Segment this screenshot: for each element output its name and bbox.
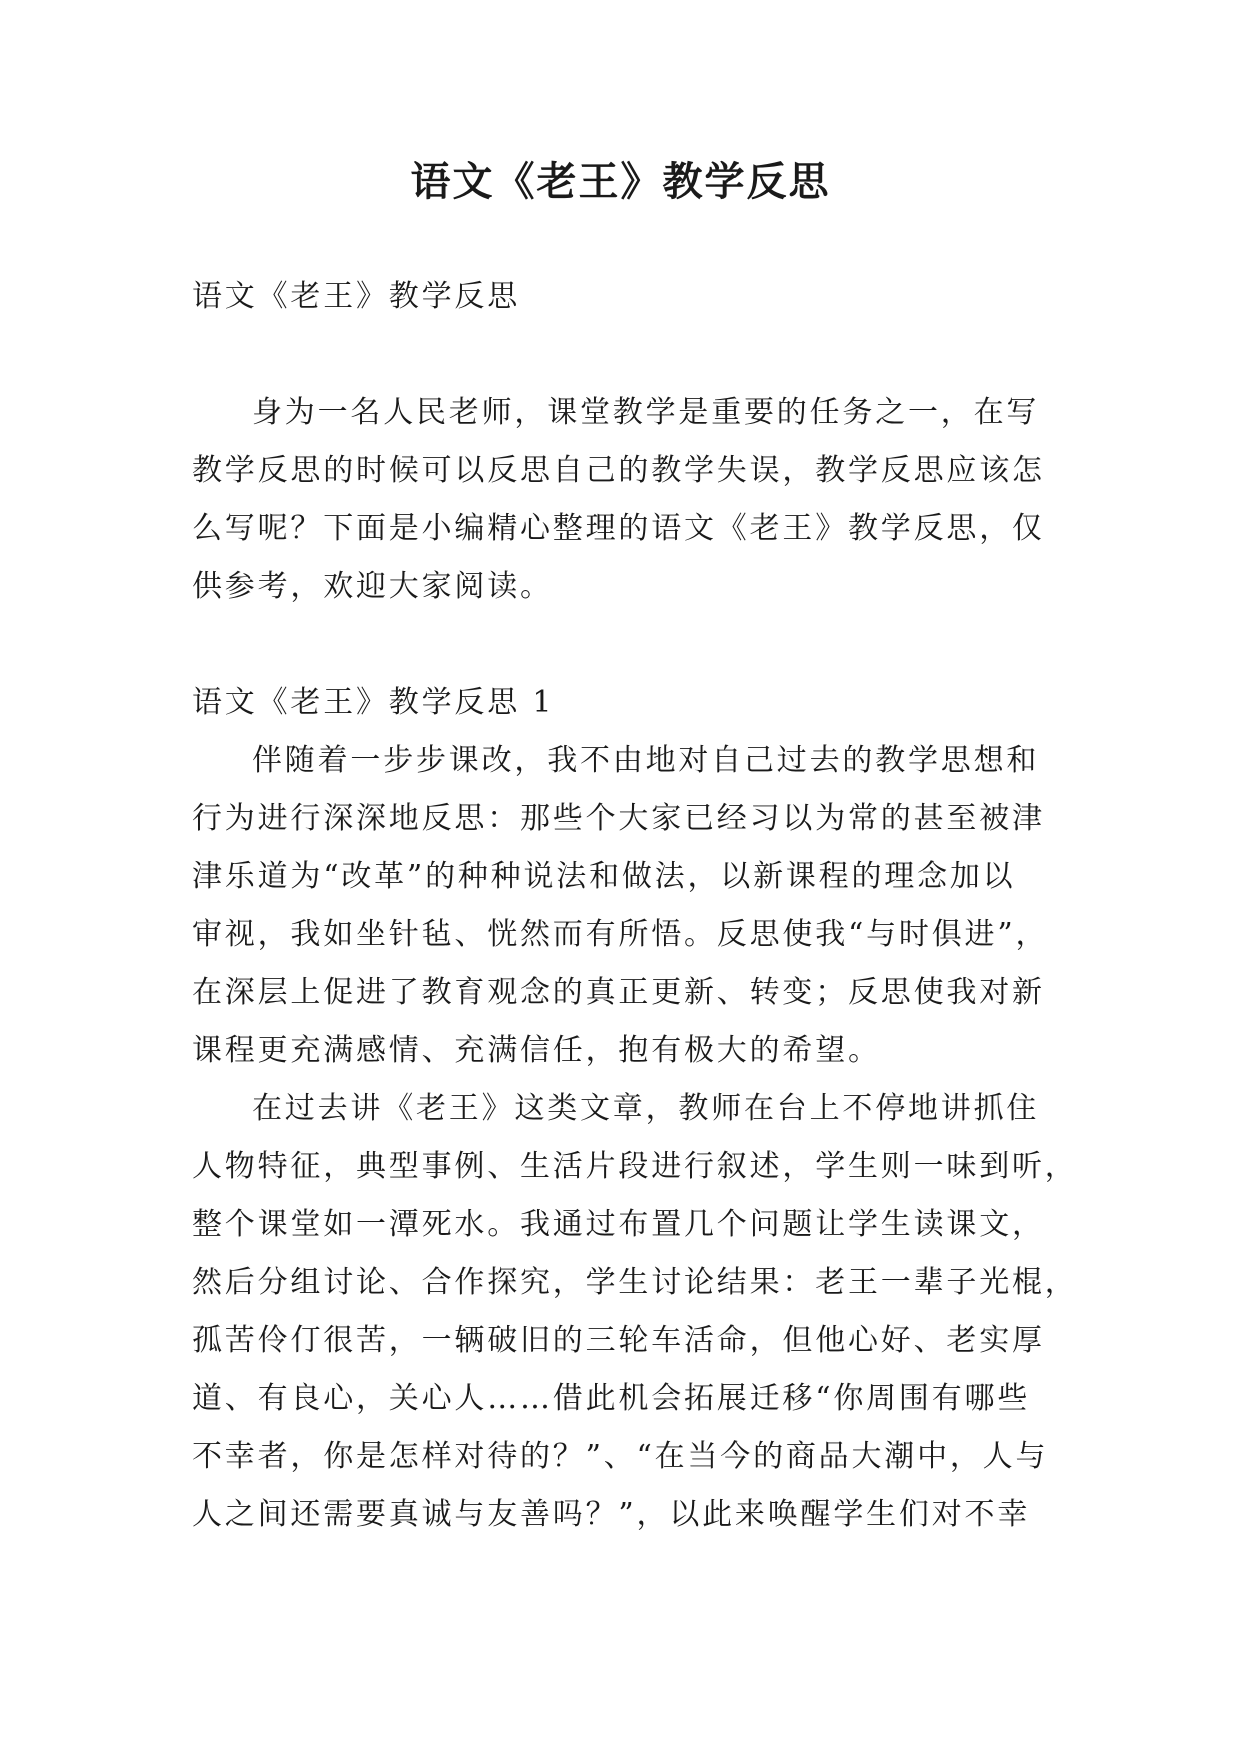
page-title: 语文《老王》教学反思: [410, 158, 831, 205]
paragraph-line: 整个课堂如一潭死水。我通过布置几个问题让学生读课文，: [192, 1207, 1045, 1242]
paragraph-line: 供参考，欢迎大家阅读。: [192, 569, 553, 604]
paragraph-line: 然后分组讨论、合作探究，学生讨论结果：老王一辈子光棍，: [192, 1265, 1078, 1300]
section1-paragraph-1: [192, 732, 1056, 1080]
paragraph-line: 道、有良心，关心人……借此机会拓展迁移“你周围有哪些: [192, 1381, 1031, 1416]
doc-subtitle: 语文《老王》教学反思: [192, 279, 520, 314]
paragraph-line: 在深层上促进了教育观念的真正更新、转变；反思使我对新: [192, 975, 1045, 1010]
document-body: [192, 268, 1078, 1544]
paragraph-line: 伴随着一步步课改，我不由地对自己过去的教学思想和: [252, 743, 1040, 778]
paragraph-line: 人物特征，典型事例、生活片段进行叙述，学生则一味到听，: [192, 1149, 1078, 1184]
paragraph-line: 人之间还需要真诚与友善吗？”，以此来唤醒学生们对不幸: [192, 1497, 1031, 1532]
paragraph-line: 不幸者，你是怎样对待的？”、“在当今的商品大潮中，人与: [192, 1439, 1049, 1474]
section-heading: 语文《老王》教学反思 1: [192, 685, 555, 720]
paragraph-line: 么写呢？下面是小编精心整理的语文《老王》教学反思，仅: [192, 511, 1045, 546]
section1-paragraph-2: [192, 1080, 1078, 1544]
paragraph-line: 津乐道为“改革”的种种说法和做法，以新课程的理念加以: [192, 859, 1016, 894]
intro-paragraph: [192, 384, 1056, 616]
paragraph-line: 审视，我如坐针毡、恍然而有所悟。反思使我“与时俱进”，: [192, 917, 1049, 952]
paragraph-line: 课程更充满感情、充满信任，抱有极大的希望。: [192, 1033, 881, 1068]
paragraph-line: 身为一名人民老师，课堂教学是重要的任务之一，在写: [252, 395, 1040, 430]
paragraph-line: 在过去讲《老王》这类文章，教师在台上不停地讲抓住: [252, 1091, 1040, 1126]
paragraph-line: 行为进行深深地反思：那些个大家已经习以为常的甚至被津: [192, 801, 1045, 836]
paragraph-line: 孤苦伶仃很苦，一辆破旧的三轮车活命，但他心好、老实厚: [192, 1323, 1045, 1358]
paragraph-line: 教学反思的时候可以反思自己的教学失误，教学反思应该怎: [192, 453, 1045, 488]
